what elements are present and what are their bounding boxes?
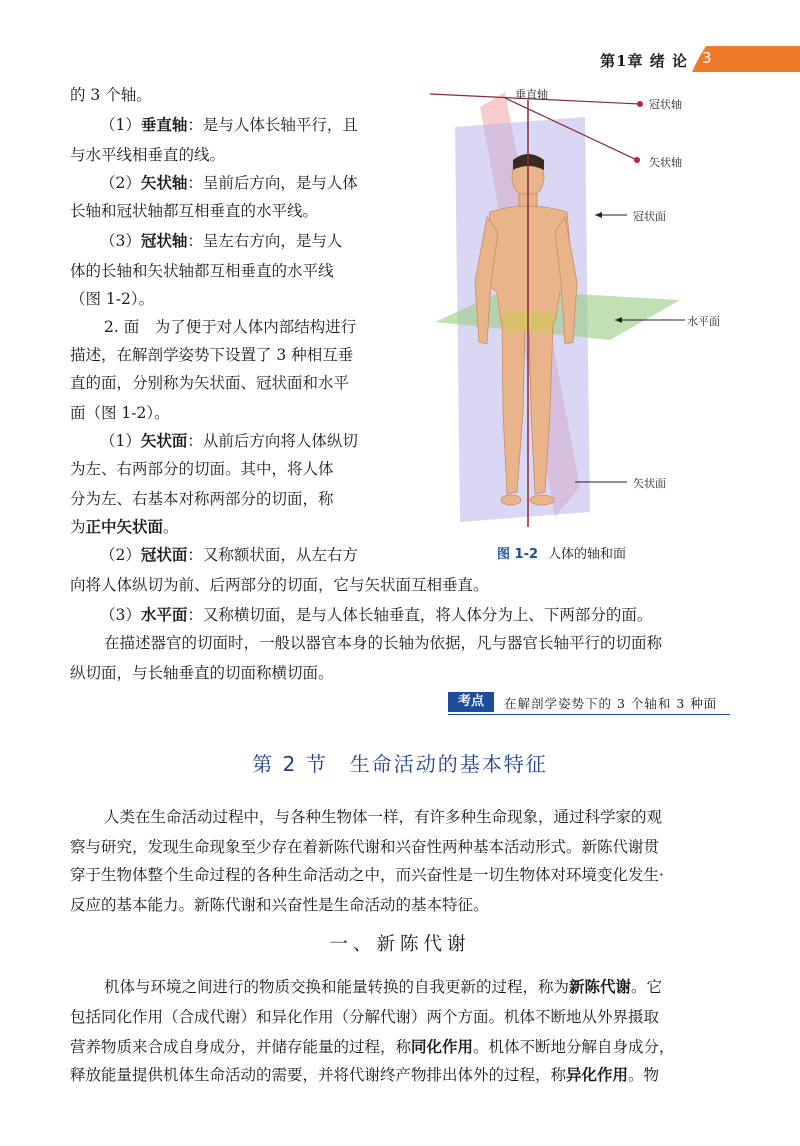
anatomy-figure (395, 82, 745, 542)
text-line (100, 168, 415, 198)
text-line (70, 1002, 730, 1032)
section-title: 第 2 节 生命活动的基本特征 (252, 752, 548, 776)
chapter-title: 第1章 绪 论 (600, 52, 688, 70)
key-point-tag: 考点 (448, 692, 494, 712)
page-number: 3 (702, 49, 712, 67)
coronal-axis-label: 冠状轴 (649, 98, 682, 111)
key-point-text: 在解剖学姿势下的 3 个轴和 3 种面 (504, 696, 718, 711)
text-run: （3） (100, 606, 141, 624)
text-line (70, 140, 385, 170)
text-run: 为 (70, 518, 86, 536)
text-run: 描述，在解剖学姿势下设置了 3 种相互垂 (70, 346, 354, 364)
bold-term: 同化作用 (411, 1037, 474, 1056)
text-run: 长轴和冠状轴都互相垂直的水平线。 (70, 202, 319, 220)
text-line (70, 196, 385, 226)
text-run: ：呈前后方向，是与人体 (187, 174, 358, 192)
text-line (70, 454, 385, 484)
text-line (104, 802, 764, 832)
text-line (70, 1060, 730, 1090)
text-run: 直的面，分别称为矢状面、冠状面和水平 (70, 374, 350, 392)
text-run: （1） (100, 432, 141, 450)
text-line (70, 256, 385, 286)
text-run: （1） (100, 116, 141, 134)
page-header (500, 44, 800, 74)
text-run: 机体与环境之间进行的物质交换和能量转换的自我更新的过程，称为 (104, 978, 570, 996)
text-run: 为左、右两部分的切面。其中，将人体 (70, 460, 334, 478)
bold-term: 正中矢状面 (85, 517, 164, 536)
figure-number: 图 1-2 (497, 547, 539, 562)
text-run: 包括同化作用（合成代谢）和异化作用（分解代谢）两个方面。机体不断地从外界摄取 (70, 1008, 660, 1026)
text-run: （3） (100, 232, 141, 250)
text-run: ：是与人体长轴平行，且 (187, 116, 358, 134)
text-line (70, 484, 385, 514)
text-line (104, 312, 419, 342)
text-line (100, 540, 415, 570)
bold-term: 垂直轴 (140, 115, 188, 134)
text-run: 面（图 1-2）。 (70, 404, 170, 422)
text-run: 营养物质来合成自身成分，并储存能量的过程，称 (70, 1038, 412, 1056)
bold-term: 新陈代谢 (569, 977, 632, 996)
bold-term: 矢状轴 (140, 173, 188, 192)
text-run: 纵切面，与长轴垂直的切面称横切面。 (70, 664, 334, 682)
text-run: 。它 (631, 978, 663, 996)
text-run: 2. 面 为了便于对人体内部结构进行 (104, 318, 357, 336)
text-line (70, 340, 385, 370)
text-line (70, 512, 385, 542)
text-run: 向将人体纵切为前、后两部分的切面，它与矢状面互相垂直。 (70, 576, 489, 594)
text-line (104, 972, 764, 1002)
text-run: 体的长轴和矢状轴都互相垂直的水平线 (70, 262, 334, 280)
text-line (70, 368, 385, 398)
text-run: 察与研究，发现生命现象至少存在着新陈代谢和兴奋性两种基本活动形式。新陈代谢贯 (70, 838, 660, 856)
page-number-tab (692, 44, 800, 74)
text-run: （2） (100, 546, 141, 564)
horizontal-plane-label: 水平面 (687, 315, 720, 328)
figure-caption (497, 543, 626, 562)
text-run: （2） (100, 174, 141, 192)
text-run: ：呈左右方向，是与人 (187, 232, 343, 250)
text-line (100, 426, 415, 456)
subsection-title: 一、新陈代谢 (329, 934, 471, 955)
axes-planes-illustration (395, 82, 745, 542)
bold-term: 冠状面 (140, 545, 188, 564)
text-run: 。机体不断地分解自身成分， (473, 1038, 675, 1056)
text-line (70, 398, 385, 428)
text-line (70, 832, 730, 862)
text-line (70, 890, 730, 920)
text-run: 分为左、右基本对称两部分的切面，称 (70, 490, 334, 508)
text-run: 的 3 个轴。 (70, 86, 152, 104)
figure-caption-text: 人体的轴和面 (548, 547, 627, 562)
bold-term: 矢状面 (140, 431, 188, 450)
text-line (70, 570, 730, 600)
text-line (70, 658, 730, 688)
text-run: 与水平线相垂直的线。 (70, 146, 226, 164)
text-line (70, 1032, 730, 1062)
text-run: ：又称额状面，从左右方 (187, 546, 358, 564)
text-run: 人类在生命活动过程中，与各种生物体一样，有许多种生命现象，通过科学家的观 (104, 808, 663, 826)
text-run: 反应的基本能力。新陈代谢和兴奋性是生命活动的基本特征。 (70, 896, 489, 914)
text-line (70, 860, 730, 890)
sagittal-axis-label: 矢状轴 (649, 156, 682, 169)
text-run: 。 (163, 518, 179, 536)
text-line (100, 600, 760, 630)
text-line (100, 110, 415, 140)
vertical-axis-label: 垂直轴 (515, 88, 548, 101)
text-run: 释放能量提供机体生命活动的需要，并将代谢终产物排出体外的过程，称 (70, 1066, 567, 1084)
text-run: ：从前后方向将人体纵切 (187, 432, 358, 450)
text-run: 。物 (628, 1066, 660, 1084)
bold-term: 冠状轴 (140, 231, 188, 250)
text-run: ：又称横切面，是与人体长轴垂直，将人体分为上、下两部分的面。 (187, 606, 653, 624)
bold-term: 异化作用 (566, 1065, 629, 1084)
bold-term: 水平面 (140, 605, 188, 624)
text-line (100, 226, 415, 256)
key-point-box (448, 692, 730, 715)
coronal-plane-label: 冠状面 (633, 210, 666, 223)
text-line (70, 284, 385, 314)
text-line (104, 628, 764, 658)
text-line (70, 80, 385, 110)
sagittal-plane-label: 矢状面 (633, 477, 666, 490)
text-run: （图 1-2）。 (70, 290, 155, 308)
text-run: 在描述器官的切面时，一般以器官本身的长轴为依据，凡与器官长轴平行的切面称 (104, 634, 663, 652)
text-run: 穿于生物体整个生命过程的各种生命活动之中，而兴奋性是一切生物体对环境变化发生· (70, 866, 664, 884)
